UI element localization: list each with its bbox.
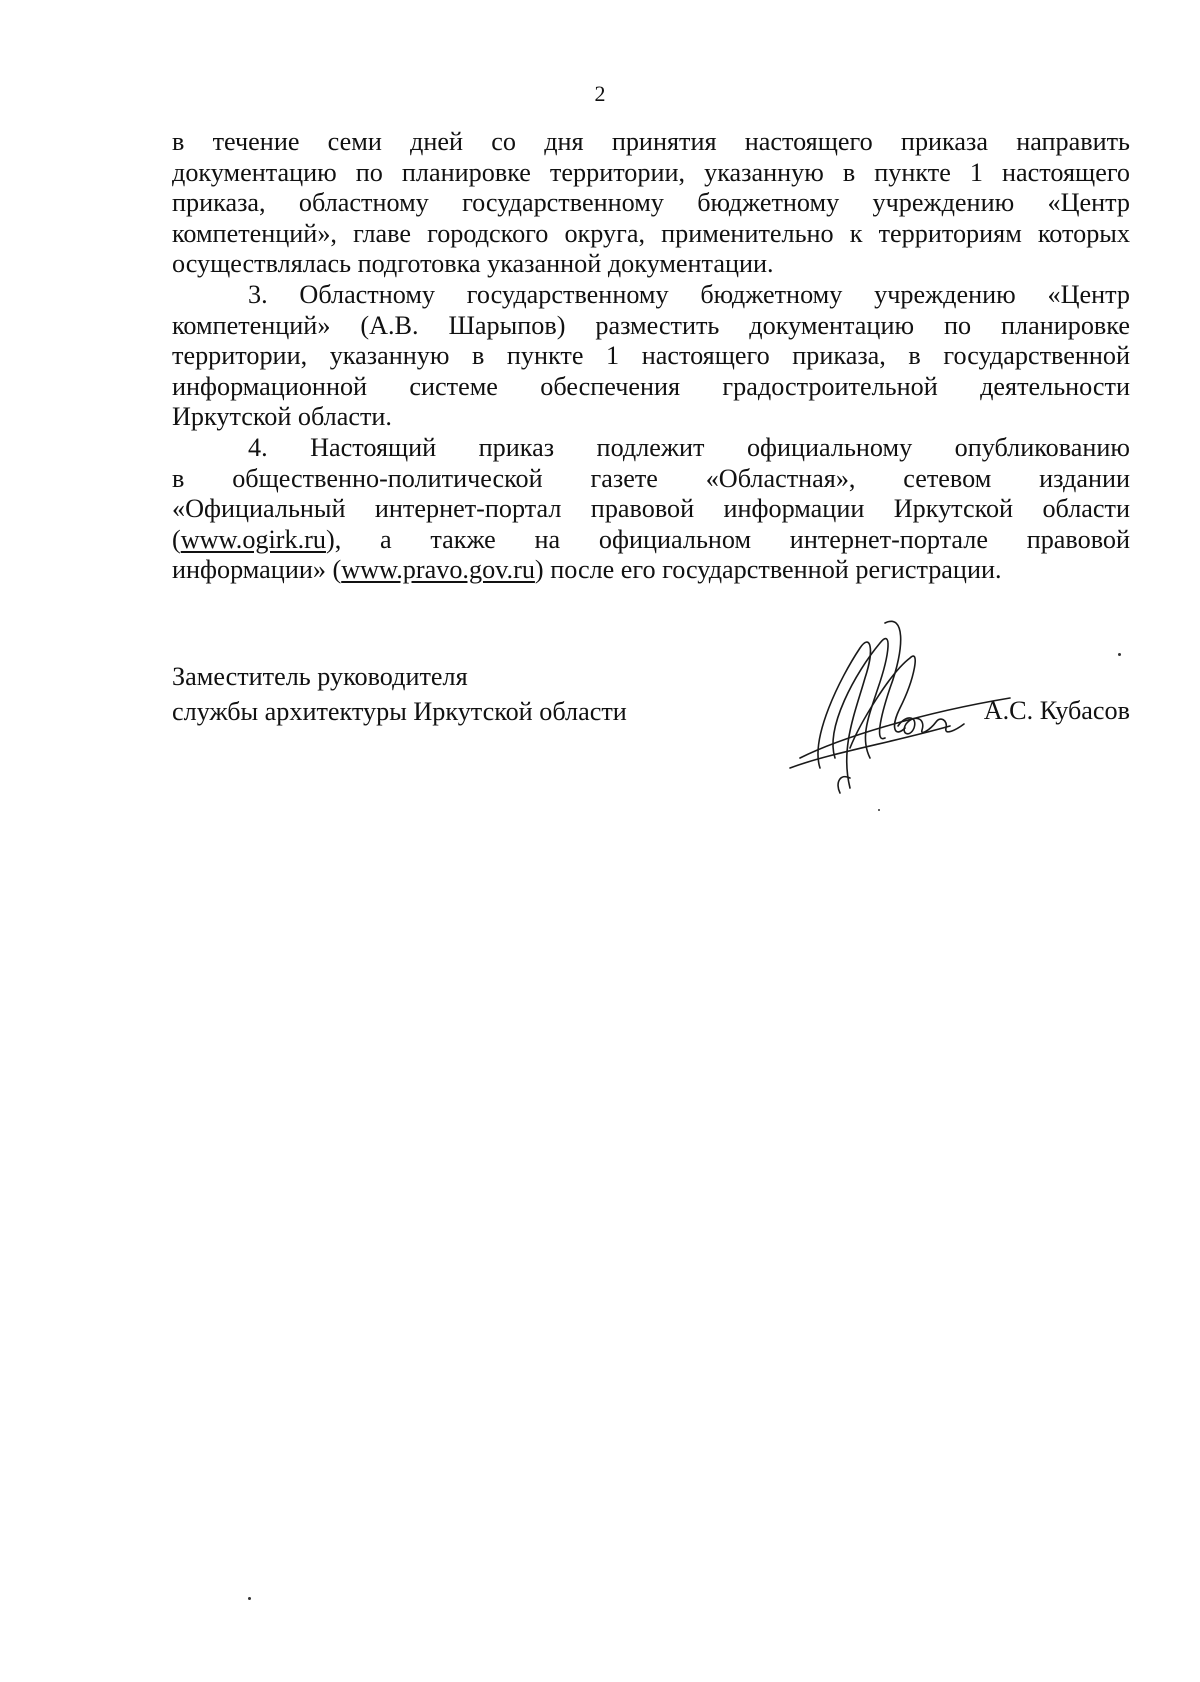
pravo-link[interactable]: www.pravo.gov.ru	[341, 555, 535, 585]
text-line: осуществлялась подготовка указанной документации.	[172, 249, 774, 279]
scan-speck	[1118, 653, 1121, 656]
text-line: в течение семи дней со дня принятия настоящего приказа направить	[172, 127, 1130, 156]
position-line: Заместитель руководителя	[172, 662, 468, 691]
text-line: в общественно-политической газете «Областная», сетевом издании	[172, 463, 1130, 493]
text-fragment: ), а также на официальном интернет-портале правовой	[325, 524, 1130, 554]
text-line: компетенций», главе городского округа, применительно к территориям которых	[172, 218, 1130, 248]
scan-speck	[878, 809, 880, 811]
signatory-position	[172, 659, 627, 729]
text-line: информационной системе обеспечения градостроительной деятельности	[172, 371, 1130, 401]
signatory-name: А.С. Кубасов	[983, 696, 1130, 725]
document-body	[172, 127, 1130, 586]
text-line	[172, 555, 1130, 586]
paragraph-3	[172, 280, 1130, 433]
ogirk-link[interactable]: www.ogirk.ru	[180, 524, 326, 554]
text-line: документацию по планировке территории, указанную в пункте 1 настоящего	[172, 157, 1130, 187]
text-line: 4. Настоящий приказ подлежит официальному опубликованию	[248, 432, 1130, 462]
text-line: 3. Областному государственному бюджетному учреждению «Центр	[248, 279, 1130, 309]
scan-speck	[248, 1597, 251, 1600]
text-line: территории, указанную в пункте 1 настоящего приказа, в государственной	[172, 341, 1130, 371]
text-line: компетенций» (А.В. Шарыпов) разместить документацию по планировке	[172, 310, 1130, 340]
paragraph-4	[172, 433, 1130, 586]
text-line: Иркутской области.	[172, 402, 392, 432]
page-number: 2	[594, 81, 606, 106]
position-line: службы архитектуры Иркутской области	[172, 697, 627, 726]
text-fragment: ) после его государственной регистрации.	[534, 555, 1002, 585]
text-line: (www.ogirk.ru), а также на официальном интернет-портале правовой	[172, 524, 1130, 554]
text-fragment: информации» (	[172, 555, 342, 585]
paragraph-2-continuation	[172, 127, 1130, 280]
text-line: приказа, областному государственному бюджетному учреждению «Центр	[172, 188, 1130, 218]
text-line: «Официальный интернет-портал правовой информации Иркутской области	[172, 494, 1130, 524]
